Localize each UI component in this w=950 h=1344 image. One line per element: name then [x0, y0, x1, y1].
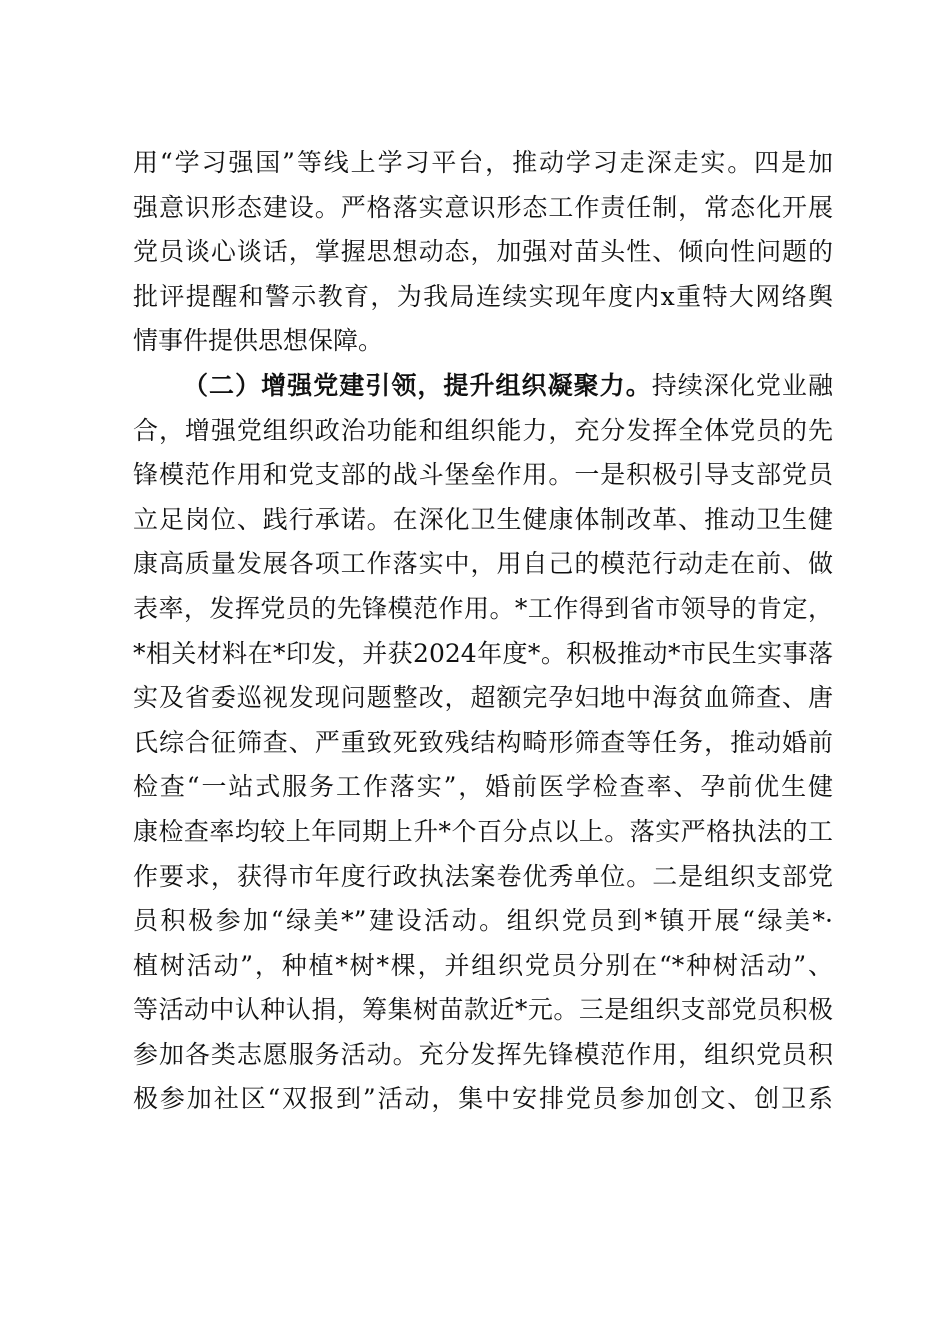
text-line: 批评提醒和警示教育，为我局连续实现年度内x重特大网络舆	[133, 281, 833, 311]
body-text	[133, 141, 833, 1122]
text-line: 用“学习强国”等线上学习平台，推动学习走深走实。四是加	[133, 148, 833, 177]
text-line: 员积极参加“绿美*”建设活动。组织党员到*镇开展“绿美*·	[133, 906, 833, 936]
section-heading: （二）增强党建引领，提升组织凝聚力。	[183, 370, 652, 400]
text-line: 康高质量发展各项工作落实中，用自己的模范行动走在前、做	[133, 549, 833, 579]
text-line: 表率，发挥党员的先锋模范作用。*工作得到省市领导的肯定，	[133, 593, 833, 623]
text-line: 极参加社区“双报到”活动，集中安排党员参加创文、创卫系	[133, 1084, 833, 1114]
text-line: 立足岗位、践行承诺。在深化卫生健康体制改革、推动卫生健	[133, 504, 833, 534]
text-line: 党员谈心谈话，掌握思想动态，加强对苗头性、倾向性问题的	[133, 237, 833, 267]
text-line: 合，增强党组织政治功能和组织能力，充分发挥全体党员的先	[133, 415, 833, 445]
text-line: 氏综合征筛查、严重致死致残结构畸形筛查等任务，推动婚前	[133, 727, 833, 757]
text-line: 康检查率均较上年同期上升*个百分点以上。落实严格执法的工	[133, 816, 833, 846]
section-heading-line	[133, 364, 833, 409]
text-line: 检查“一站式服务工作落实”，婚前医学检查率、孕前优生健	[133, 772, 833, 802]
text-line: 作要求，获得市年度行政执法案卷优秀单位。二是组织支部党	[133, 861, 833, 891]
text-line: 锋模范作用和党支部的战斗堡垒作用。一是积极引导支部党员	[133, 460, 833, 490]
text-line: 情事件提供思想保障。	[133, 326, 384, 356]
text-line: 参加各类志愿服务活动。充分发挥先锋模范作用，组织党员积	[133, 1039, 833, 1069]
text-line: 植树活动”，种植*树*棵，并组织党员分别在“*种树活动”、	[133, 950, 833, 980]
text-line: *相关材料在*印发，并获2024年度*。积极推动*市民生实事落	[133, 638, 833, 668]
text-line: 等活动中认种认捐，筹集树苗款近*元。三是组织支部党员积极	[133, 995, 833, 1025]
section-heading-continuation: 持续深化党业融	[651, 370, 833, 400]
text-line: 强意识形态建设。严格落实意识形态工作责任制，常态化开展	[133, 192, 833, 222]
text-line: 实及省委巡视发现问题整改，超额完孕妇地中海贫血筛查、唐	[133, 683, 833, 713]
